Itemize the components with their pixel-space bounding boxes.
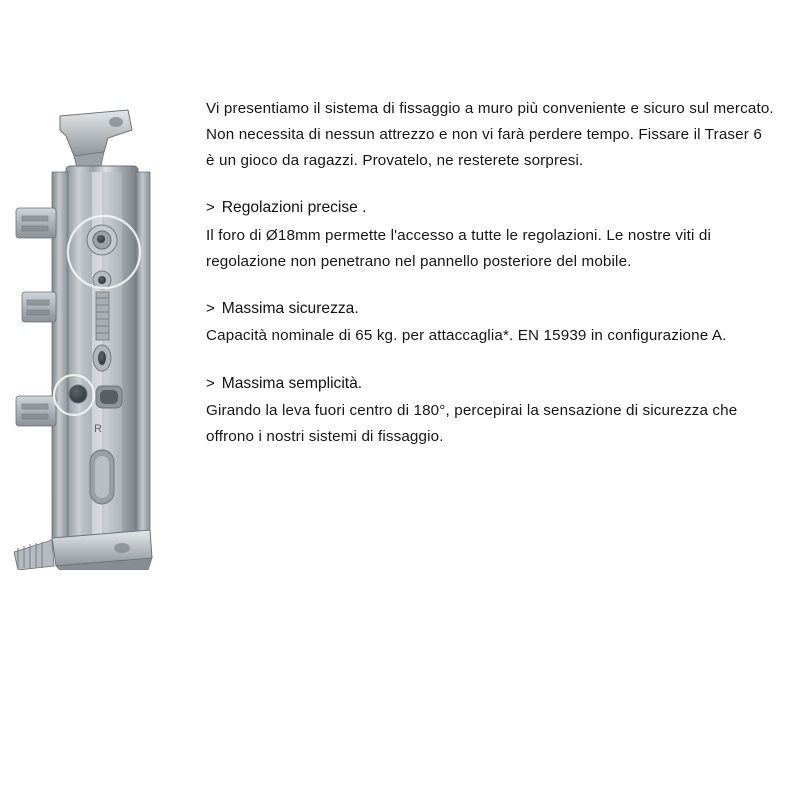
section-body: Capacità nominale di 65 kg. per attaccaglia*. EN 15939 in configurazione A.: [206, 327, 727, 345]
section-heading: [206, 297, 774, 320]
section-body: Girando la leva fuori centro di 180°, percepirai la sensazione di sicurezza che offrono i nostri sistemi di fissaggio.: [206, 402, 738, 446]
bracket-illustration: [0, 100, 200, 570]
section-heading: [206, 196, 774, 219]
intro-paragraph: Vi presentiamo il sistema di fissaggio a muro più conveniente e sicuro sul mercato. Non necessita di nessun attrezzo e non vi farà perdere tempo. Fissare il Traser 6 è un gioco da ragazzi. Provatelo, ne resterete sorpresi.: [206, 100, 774, 170]
svg-text:R: R: [94, 423, 102, 435]
product-description: [206, 96, 774, 450]
section-heading: [206, 372, 774, 395]
section-heading-text: Massima sicurezza.: [221, 300, 359, 318]
section-body: Il foro di Ø18mm permette l'accesso a tutte le regolazioni. Le nostre viti di regolazione non penetrano nel pannello posteriore del mobile.: [206, 226, 712, 270]
chevron-right-icon: >: [206, 300, 215, 318]
section-heading-text: Regolazioni precise .: [221, 199, 367, 217]
section-heading-text: Massima semplicità.: [221, 374, 363, 392]
section-massima-sicurezza: [206, 297, 774, 350]
section-regolazioni-precise: [206, 196, 774, 275]
chevron-right-icon: >: [206, 199, 215, 217]
product-image: [0, 100, 200, 570]
section-massima-semplicita: [206, 372, 774, 451]
chevron-right-icon: >: [206, 374, 215, 392]
